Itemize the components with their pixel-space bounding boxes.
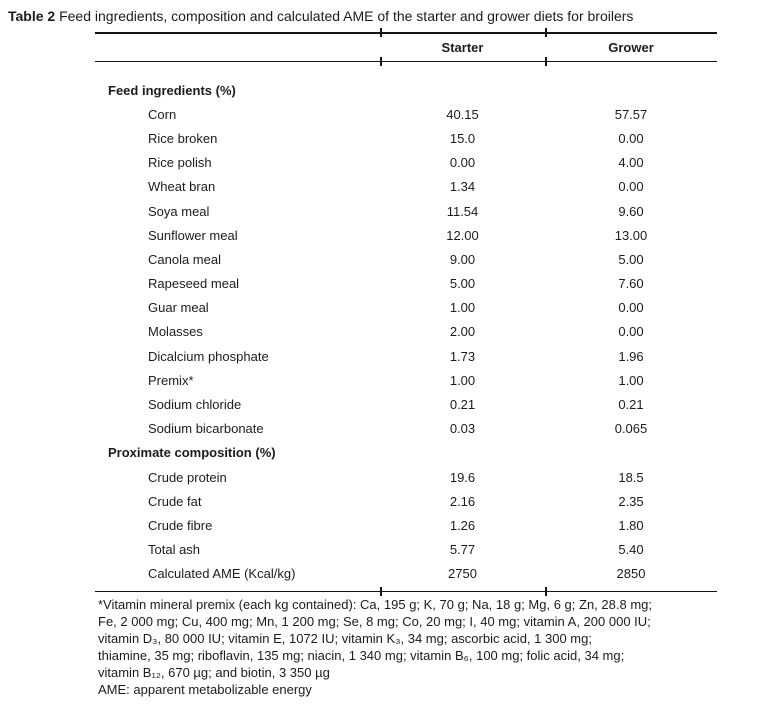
table-row [95, 223, 717, 247]
grower-value: 5.00 [618, 251, 644, 267]
starter-value: 40.15 [446, 106, 479, 122]
starter-value: 5.00 [449, 276, 476, 292]
row-label: Rice polish [148, 155, 212, 171]
footnote-line: vitamin D₃, 80 000 IU; vitamin E, 1072 IU; vitamin K₃, 34 mg; ascorbic acid, 1 300 mg; [98, 631, 592, 646]
row-label: Guar meal [148, 300, 209, 316]
starter-value: 15.0 [449, 130, 476, 146]
starter-value: 5.77 [449, 542, 476, 558]
row-label: Wheat bran [148, 179, 216, 195]
table-caption-text: Feed ingredients, composition and calculated AME of the starter and grower diets for broilers [55, 8, 634, 24]
column-header-grower: Grower [608, 39, 654, 55]
table-row [95, 465, 717, 489]
starter-value: 1.00 [449, 372, 476, 388]
table-row [95, 417, 717, 441]
table-row [95, 175, 717, 199]
starter-value: 19.6 [449, 469, 476, 485]
table-row [95, 489, 717, 513]
row-label: Corn [148, 106, 177, 122]
footnote-line: Fe, 2 000 mg; Cu, 400 mg; Mn, 1 200 mg; Se, 8 mg; Co, 20 mg; I, 40 mg; vitamin A, 200 000 IU; [98, 614, 651, 629]
row-label: Crude fat [148, 493, 202, 509]
starter-value: 11.54 [446, 203, 479, 219]
footnotes [98, 596, 758, 698]
grower-value: 0.00 [618, 300, 644, 316]
grower-value: 0.21 [618, 397, 644, 413]
table-row [95, 199, 717, 223]
starter-value: 2.16 [449, 493, 476, 509]
column-divider-mark [380, 587, 382, 596]
column-divider-mark [380, 57, 382, 66]
starter-value: 1.00 [449, 300, 476, 316]
footnote-line: *Vitamin mineral premix (each kg contained): Ca, 195 g; K, 70 g; Na, 18 g; Mg, 6 g; Zn, 28.8 mg; [98, 597, 652, 612]
table-body [95, 62, 717, 591]
row-label: Canola meal [148, 251, 221, 267]
footnote-line: AME: apparent metabolizable energy [98, 682, 312, 697]
column-divider-mark [545, 57, 547, 66]
grower-value: 18.5 [618, 469, 644, 485]
grower-value: 0.065 [614, 421, 648, 437]
table-row [95, 151, 717, 175]
section-header-label: Feed ingredients (%) [108, 82, 236, 98]
starter-value: 2.00 [449, 324, 476, 340]
table-caption [8, 7, 760, 25]
table-row [95, 296, 717, 320]
footnote-line: thiamine, 35 mg; riboflavin, 135 mg; niacin, 1 340 mg; vitamin B₆, 100 mg; folic acid, 34 mg; [98, 648, 625, 663]
table-row [95, 344, 717, 368]
table-row [95, 102, 717, 126]
grower-value: 5.40 [618, 542, 644, 558]
row-label: Dicalcium phosphate [148, 348, 269, 364]
row-label: Crude fibre [148, 517, 213, 533]
table-row [95, 126, 717, 150]
grower-value: 9.60 [618, 203, 644, 219]
section-header-row [95, 78, 717, 102]
section-header-row [95, 441, 717, 465]
grower-value: 57.57 [614, 106, 648, 122]
column-divider-mark [545, 28, 547, 37]
row-label: Premix* [148, 372, 194, 388]
row-label: Soya meal [148, 203, 210, 219]
section-header-label: Proximate composition (%) [108, 445, 276, 461]
table-row [95, 272, 717, 296]
column-divider-mark [545, 587, 547, 596]
grower-value: 13.00 [614, 227, 648, 243]
data-table [95, 32, 717, 592]
table-header-row [95, 34, 717, 61]
table-rule-top [95, 32, 717, 34]
row-label: Sodium chloride [148, 397, 242, 413]
column-header-starter: Starter [441, 39, 484, 55]
table-row [95, 538, 717, 562]
row-label: Total ash [148, 542, 201, 558]
grower-value: 0.00 [618, 130, 644, 146]
grower-value: 4.00 [618, 155, 644, 171]
table-row [95, 513, 717, 537]
starter-value: 1.73 [449, 348, 476, 364]
starter-value: 2750 [448, 566, 477, 582]
row-label: Molasses [148, 324, 203, 340]
starter-value: 0.03 [449, 421, 476, 437]
table-row [95, 392, 717, 416]
table-row [95, 247, 717, 271]
row-label: Rice broken [148, 130, 218, 146]
table-row [95, 368, 717, 392]
starter-value: 9.00 [449, 251, 476, 267]
grower-value: 2850 [616, 566, 646, 582]
grower-value: 1.00 [618, 372, 644, 388]
row-label: Crude protein [148, 469, 227, 485]
column-divider-mark [380, 28, 382, 37]
table-row [95, 320, 717, 344]
starter-value: 1.26 [449, 517, 476, 533]
table-rule-bottom [95, 591, 717, 593]
table-row [95, 562, 717, 586]
row-label: Rapeseed meal [148, 276, 240, 292]
grower-value: 0.00 [618, 179, 644, 195]
row-label: Sodium bicarbonate [148, 421, 264, 437]
starter-value: 12.00 [446, 227, 479, 243]
table-caption-label: Table 2 [8, 8, 56, 24]
grower-value: 2.35 [618, 493, 644, 509]
row-label: Calculated AME (Kcal/kg) [148, 566, 296, 582]
row-label: Sunflower meal [148, 227, 238, 243]
grower-value: 1.96 [618, 348, 644, 364]
grower-value: 0.00 [618, 324, 644, 340]
footnote-line: vitamin B₁₂, 670 µg; and biotin, 3 350 µg [98, 665, 330, 680]
table-rule-header [95, 61, 717, 63]
grower-value: 1.80 [618, 517, 644, 533]
starter-value: 0.00 [449, 155, 476, 171]
starter-value: 1.34 [449, 179, 476, 195]
starter-value: 0.21 [449, 397, 476, 413]
grower-value: 7.60 [618, 276, 644, 292]
